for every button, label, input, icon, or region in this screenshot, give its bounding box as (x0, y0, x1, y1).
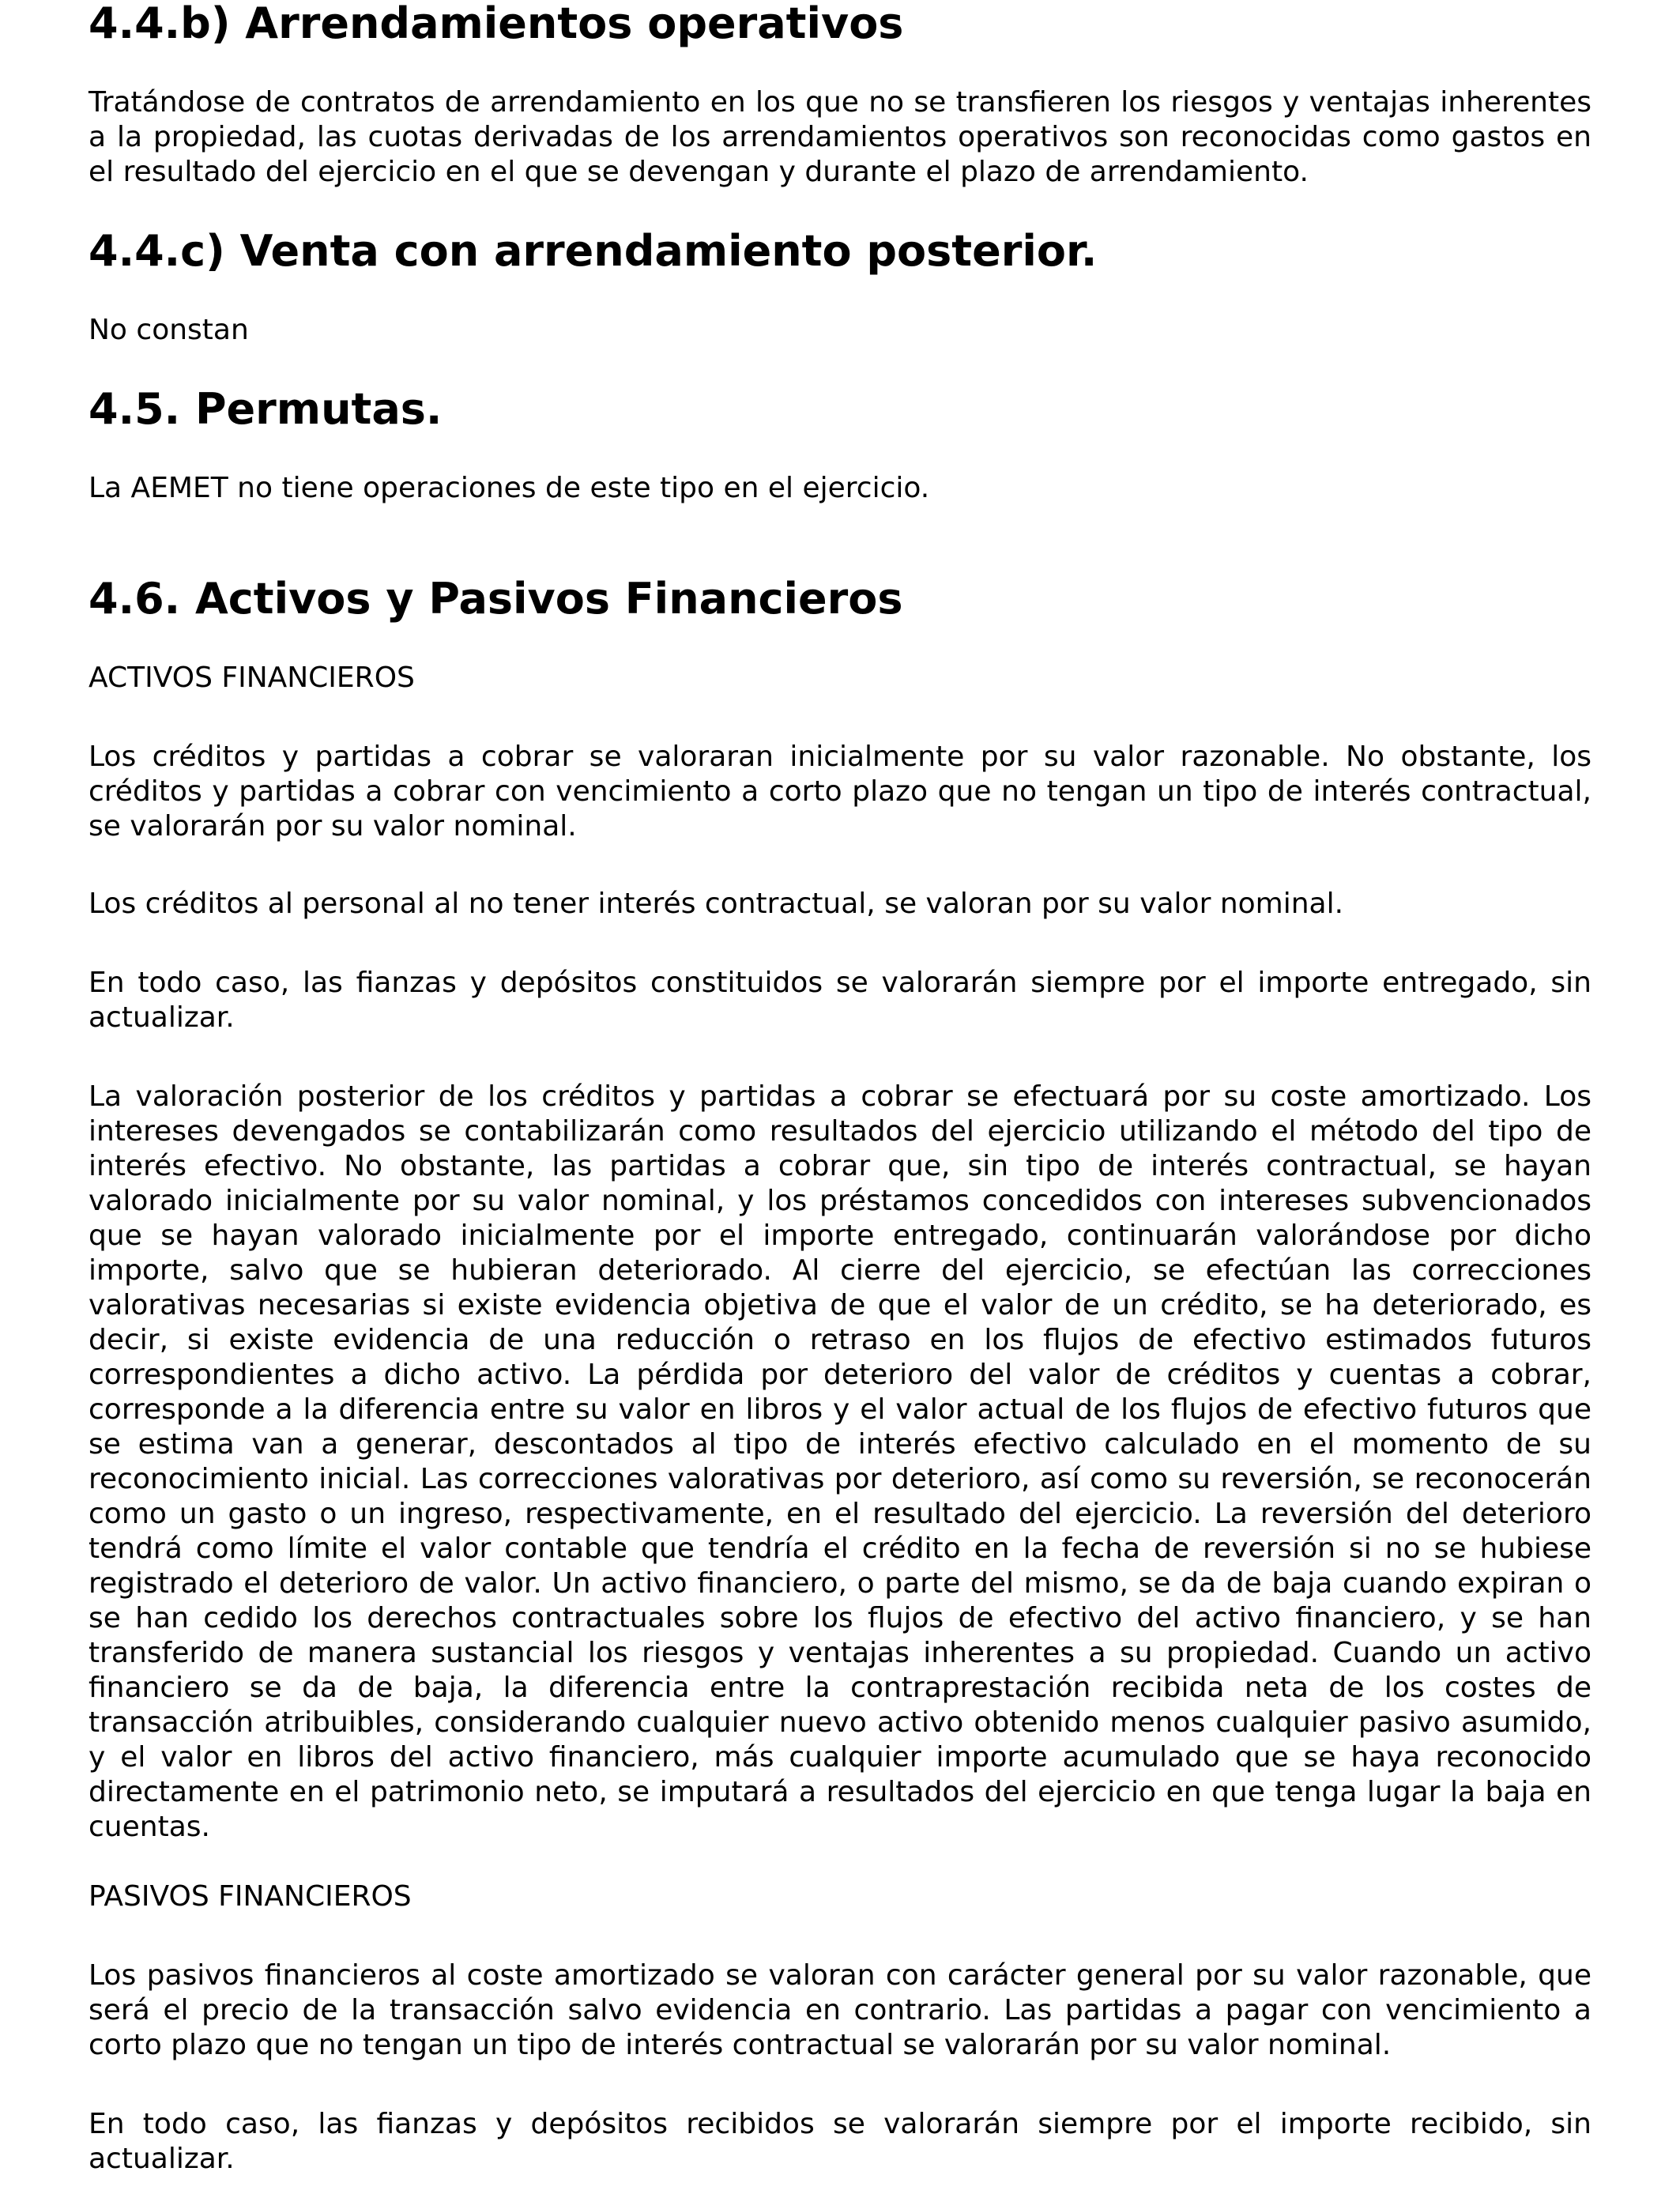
paragraph-creditos-personal: Los créditos al personal al no tener interés contractual, se valoran por su valor nominal. (89, 888, 1344, 920)
paragraph-pasivos-coste-amortizado: Los pasivos financieros al coste amortizado se valoran con carácter general por su valor razonable, que será el precio de la transacción salvo evidencia en contrario. Las partidas a pagar con vencimiento a corto plazo que no tengan un tipo de interés contractual se valorarán por su valor nominal. (89, 1959, 1591, 2061)
section-heading-4-6: 4.6. Activos y Pasivos Financieros (89, 574, 903, 624)
section-heading-4-4-c: 4.4.c) Venta con arrendamiento posterior. (89, 226, 1098, 276)
subheading-pasivos-financieros: PASIVOS FINANCIEROS (89, 1880, 412, 1913)
section-heading-4-4-b: 4.4.b) Arrendamientos operativos (89, 0, 904, 48)
paragraph-no-constan: No constan (89, 314, 249, 346)
paragraph-arrendamientos-operativos: Tratándose de contratos de arrendamiento en los que no se transfieren los riesgos y ventajas inherentes a la propiedad, las cuotas derivadas de los arrendamientos operativos son reconocidas como gastos en el resultado del ejercicio en el que se devengan y durante el plazo de arrendamiento. (89, 86, 1591, 188)
section-heading-4-5: 4.5. Permutas. (89, 384, 443, 434)
paragraph-fianzas-constituidos: En todo caso, las fianzas y depósitos constituidos se valorarán siempre por el importe entregado, sin actualizar. (89, 967, 1591, 1034)
paragraph-permutas: La AEMET no tiene operaciones de este tipo en el ejercicio. (89, 472, 930, 504)
subheading-activos-financieros: ACTIVOS FINANCIEROS (89, 662, 415, 694)
paragraph-valoracion-posterior: La valoración posterior de los créditos y partidas a cobrar se efectuará por su coste amortizado. Los intereses devengados se contabilizarán como resultados del ejercicio utilizando el método del tipo de interés efectivo. No obstante, las partidas a cobrar que, sin tipo de interés contractual, se hayan valorado inicialmente por su valor nominal, y los préstamos concedidos con intereses subvencionados que se hayan valorado inicialmente por el importe entregado, continuarán valorándose por dicho importe, salvo que se hubieran deteriorado. Al cierre del ejercicio, se efectúan las correcciones valorativas necesarias si existe evidencia objetiva de que el valor de un crédito, se ha deteriorado, es decir, si existe evidencia de una reducción o retraso en los flujos de efectivo estimados futuros correspondientes a dicho activo. La pérdida por deterioro del valor de créditos y cuentas a cobrar, corresponde a la diferencia entre su valor en libros y el valor actual de los flujos de efectivo futuros que se estima van a generar, descontados al tipo de interés efectivo calculado en el momento de su reconocimiento inicial. Las correcciones valorativas por deterioro, así como su reversión, se reconocerán como un gasto o un ingreso, respectivamente, en el resultado del ejercicio. La reversión del deterioro tendrá como límite el valor contable que tendría el crédito en la fecha de reversión si no se hubiese registrado el deterioro de valor. Un activo financiero, o parte del mismo, se da de baja cuando expiran o se han cedido los derechos contractuales sobre los flujos de efectivo del activo financiero, y se han transferido de manera sustancial los riesgos y ventajas inherentes a su propiedad. Cuando un activo financiero se da de baja, la diferencia entre la contraprestación recibida neta de los costes de transacción atribuibles, considerando cualquier nuevo activo obtenido menos cualquier pasivo asumido, y el valor en libros del activo financiero, más cualquier importe acumulado que se haya reconocido directamente en el patrimonio neto, se imputará a resultados del ejercicio en que tenga lugar la baja en cuentas. (89, 1080, 1591, 1843)
paragraph-fianzas-recibidos: En todo caso, las fianzas y depósitos recibidos se valorarán siempre por el importe recibido, sin actualizar. (89, 2108, 1591, 2175)
paragraph-creditos-partidas: Los créditos y partidas a cobrar se valoraran inicialmente por su valor razonable. No obstante, los créditos y partidas a cobrar con vencimiento a corto plazo que no tengan un tipo de interés contractual, se valorarán por su valor nominal. (89, 741, 1591, 843)
